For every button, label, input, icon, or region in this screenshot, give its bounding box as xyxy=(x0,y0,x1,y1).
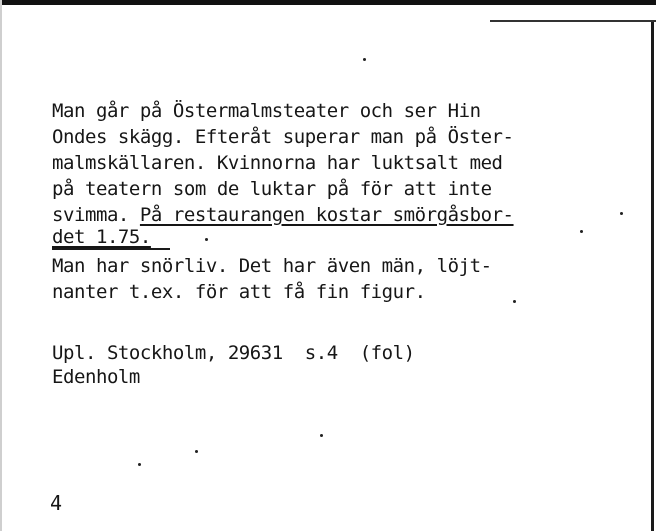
text-line-5-start: svimma. xyxy=(52,204,140,226)
scan-speck xyxy=(580,230,583,233)
scan-speck xyxy=(138,463,141,466)
underlined-restaurant-sentence: På restaurangen kostar smörgåsbor- xyxy=(139,204,514,226)
text-line-4: på teatern som de luktar på för att inte xyxy=(52,178,492,200)
card-top-border xyxy=(0,0,656,5)
reference-line-1: Upl. Stockholm, 29631 s.4 (fol) xyxy=(52,342,415,364)
card-left-edge xyxy=(0,0,2,531)
text-line-7: Man har snörliv. Det har även män, löjt- xyxy=(52,255,492,277)
text-line-2: Ondes skägg. Efteråt superar man på Öster- xyxy=(52,126,514,148)
text-line-3: malmskällaren. Kvinnorna har luktsalt med xyxy=(52,152,503,174)
scan-speck xyxy=(205,238,208,241)
card-right-edge xyxy=(651,22,654,531)
scan-speck xyxy=(363,58,366,61)
text-line-6: det 1.75. xyxy=(52,226,151,248)
scan-speck xyxy=(195,450,198,453)
card-top-rule xyxy=(490,20,656,22)
scan-speck xyxy=(620,212,623,215)
reference-line-2: Edenholm xyxy=(52,366,140,388)
handwritten-underline-rule xyxy=(52,248,170,250)
scan-speck xyxy=(320,434,323,437)
text-line-1: Man går på Östermalmsteater och ser Hin xyxy=(52,100,481,122)
scan-speck xyxy=(513,300,516,303)
text-line-8: nanter t.ex. för att få fin figur. xyxy=(52,281,426,303)
page-number: 4 xyxy=(50,491,63,515)
